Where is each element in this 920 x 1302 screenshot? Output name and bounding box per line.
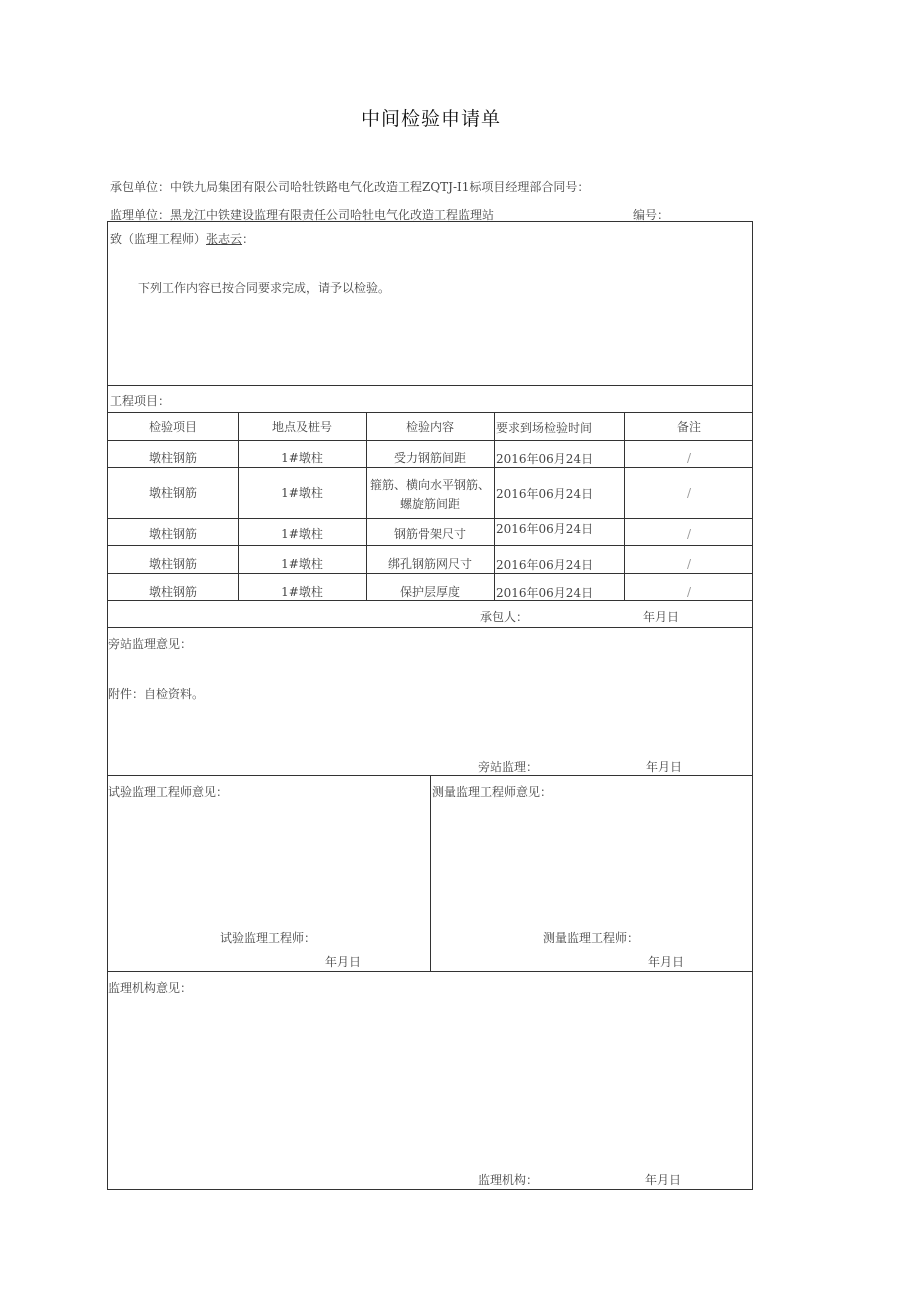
- row-location: 1#墩柱: [281, 585, 323, 599]
- addressee-suffix: ：: [242, 232, 255, 246]
- row-item: 墩柱钢筋: [148, 451, 197, 465]
- project-label: 工程项目：: [110, 394, 171, 408]
- inspection-form: [107, 221, 753, 1190]
- row-item: 墩柱钢筋: [148, 585, 197, 599]
- contractor-sign: 承包人：: [480, 610, 529, 624]
- row-note: /: [686, 585, 692, 599]
- row-time: 2016年06月24日: [496, 586, 594, 600]
- agency-opinion-label: 监理机构意见：: [108, 981, 193, 995]
- col-header-note: 备注: [676, 420, 701, 434]
- row-location: 1#墩柱: [281, 451, 323, 465]
- agency-sign: 监理机构：: [478, 1173, 539, 1187]
- side-station-sign: 旁站监理：: [478, 760, 539, 774]
- survey-engineer-opinion-label: 测量监理工程师意见：: [432, 785, 553, 799]
- row-content: 受力钢筋间距: [393, 451, 466, 465]
- col-header-time: 要求到场检验时间: [496, 421, 593, 435]
- intro-text: 下列工作内容已按合同要求完成，请予以检验。: [138, 281, 391, 295]
- test-engineer-date: 年月日: [325, 955, 362, 969]
- row-note: /: [686, 486, 692, 500]
- row-content: 钢筋骨架尺寸: [393, 527, 466, 541]
- row-location: 1#墩柱: [281, 527, 323, 541]
- addressee-line: [110, 230, 254, 247]
- row-item: 墩柱钢筋: [148, 486, 197, 500]
- col-header-location: 地点及桩号: [271, 420, 332, 434]
- row-note: /: [686, 557, 692, 571]
- contractor-date: 年月日: [643, 610, 680, 624]
- supervisor-line: 监理单位：黑龙江中铁建设监理有限责任公司哈牡电气化改造工程监理站: [110, 208, 495, 222]
- side-station-date: 年月日: [646, 760, 683, 774]
- addressee-prefix: 致（监理工程师）: [110, 232, 207, 246]
- row-content: 保护层厚度: [399, 585, 460, 599]
- row-location: 1#墩柱: [281, 486, 323, 500]
- row-time: 2016年06月24日: [496, 487, 594, 501]
- row-note: /: [686, 451, 692, 465]
- col-header-content: 检验内容: [405, 420, 454, 434]
- row-time: 2016年06月24日: [496, 452, 594, 466]
- row-content: 绑孔钢筋网尺寸: [387, 557, 472, 571]
- row-content: 箍筋、横向水平钢筋、螺旋筋间距: [369, 478, 490, 511]
- row-item: 墩柱钢筋: [148, 527, 197, 541]
- contractor-line: 承包单位：中铁九局集团有限公司哈牡铁路电气化改造工程ZQTJ-I1标项目经理部合同号：: [110, 180, 590, 194]
- row-time: 2016年06月24日: [496, 558, 594, 572]
- row-time: 2016年06月24日: [496, 522, 594, 536]
- agency-date: 年月日: [645, 1173, 682, 1187]
- row-item: 墩柱钢筋: [148, 557, 197, 571]
- number-label: 编号：: [633, 208, 670, 222]
- page-title: 中间检验申请单: [360, 108, 501, 130]
- row-note: /: [686, 527, 692, 541]
- side-station-opinion-label: 旁站监理意见：: [108, 637, 193, 651]
- row-location: 1#墩柱: [281, 557, 323, 571]
- attachment-text: 附件：自检资料。: [108, 687, 205, 701]
- col-header-item: 检验项目: [148, 420, 197, 434]
- survey-engineer-sign: 测量监理工程师：: [543, 931, 640, 945]
- engineer-name: 张志云: [206, 232, 243, 246]
- test-engineer-opinion-label: 试验监理工程师意见：: [108, 785, 229, 799]
- survey-engineer-date: 年月日: [648, 955, 685, 969]
- test-engineer-sign: 试验监理工程师：: [220, 931, 317, 945]
